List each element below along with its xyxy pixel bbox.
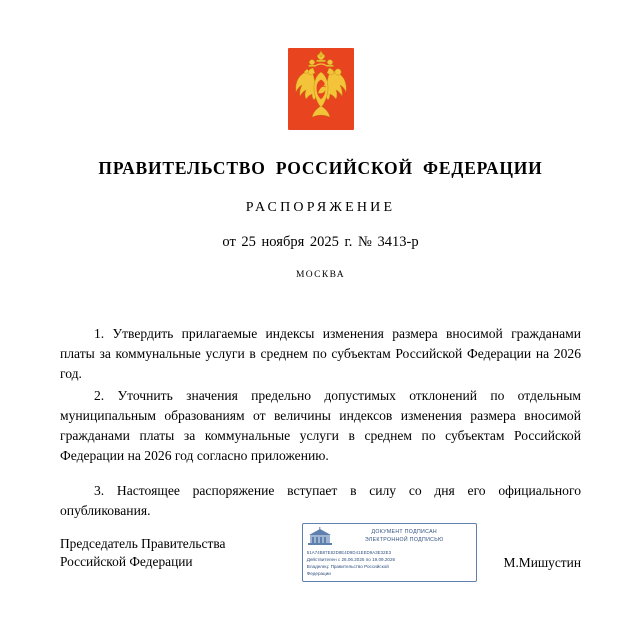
signatory-position-line-1: Председатель Правительства <box>60 535 226 551</box>
signature-block <box>60 527 581 586</box>
emblem-container <box>60 0 581 130</box>
stamp-owner-line-2: Федерации <box>306 570 331 576</box>
stamp-header-line-1: ДОКУМЕНТ ПОДПИСАН <box>371 528 437 535</box>
stamp-header-text <box>337 529 472 545</box>
paragraph-2: 2. Уточнить значения предельно допустимых отклонений по отдельным муниципальным образованиям от величины индексов изменения размера вносимой гражданами платы за коммунальные услуги в среднем по субъектам Российской Федерации на 2026 год согласно приложению. <box>60 387 581 463</box>
stamp-validity-period: Действителен с 26.06.2025 по 19.09.2026 <box>306 556 396 562</box>
document-city: МОСКВА <box>295 270 346 280</box>
document-number: от 25 ноября 2025 г. № 3413-р <box>222 234 419 250</box>
document-body <box>60 324 581 521</box>
stamp-certificate-hash: 51A74B87E82D8E4D9D41EED9A3E32E3 <box>306 549 392 555</box>
russian-coat-of-arms-icon <box>288 48 354 130</box>
document-type: РАСПОРЯЖЕНИЕ <box>245 200 396 215</box>
government-building-icon <box>307 527 333 547</box>
page-title: ПРАВИТЕЛЬСТВО РОССИЙСКОЙ ФЕДЕРАЦИИ <box>98 158 543 178</box>
stamp-header-row <box>307 527 472 547</box>
signatory-position <box>60 527 275 573</box>
stamp-owner-line-1: Владелец: Правительство Российской <box>306 563 389 569</box>
digital-signature-stamp <box>302 523 477 582</box>
paragraph-3: 3. Настоящее распоряжение вступает в силу со дня его официального опубликования. <box>60 482 581 518</box>
signatory-name: М.Мишустин <box>503 554 581 570</box>
signatory-position-line-2: Российской Федерации <box>60 554 193 570</box>
stamp-header-line-2: ЭЛЕКТРОННОЙ ПОДПИСЬЮ <box>364 536 444 543</box>
paragraph-1: 1. Утвердить прилагаемые индексы изменения размера вносимой гражданами платы за коммунальные услуги в среднем по субъектам Российской Федерации на 2026 год. <box>60 326 581 381</box>
stamp-validity <box>307 556 472 577</box>
